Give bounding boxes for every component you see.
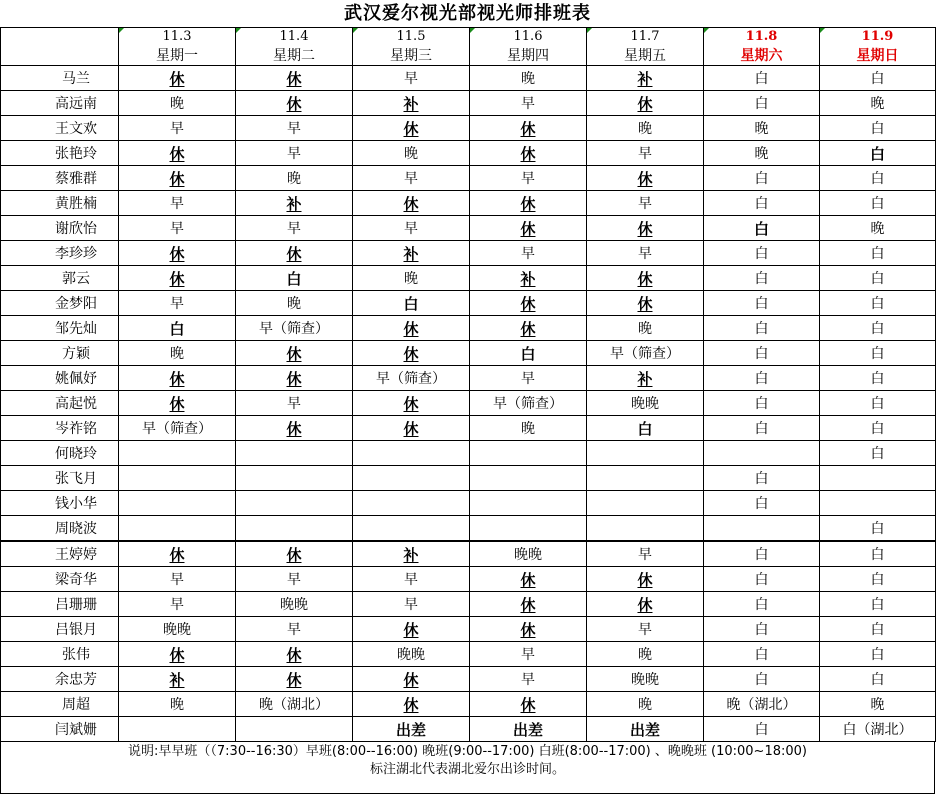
legend-line-1: 说明:早早班（（7:30--16:30）早班(8:00--16:00) 晚班(9:00--17:00) 白班(8:00--17:00) 、晚晚班 (10:00~18:00) <box>128 744 807 759</box>
shift-cell: 早 <box>353 567 470 592</box>
staff-name: 梁奇华 <box>1 567 119 592</box>
date-header: 11.9 <box>820 28 936 46</box>
shift-cell <box>236 491 353 516</box>
shift-cell: 补 <box>470 266 587 291</box>
shift-cell: 早 <box>470 241 587 266</box>
shift-cell: 白（湖北） <box>820 717 936 742</box>
shift-cell: 晚晚 <box>353 642 470 667</box>
shift-cell: 白 <box>704 416 820 441</box>
weekday-header: 星期一 <box>119 45 236 66</box>
shift-cell: 早 <box>119 592 236 617</box>
corner-cell-lower <box>1 45 119 66</box>
shift-cell: 休 <box>236 91 353 116</box>
shift-cell: 早 <box>353 66 470 91</box>
shift-cell: 休 <box>353 391 470 416</box>
shift-cell: 休 <box>236 667 353 692</box>
date-header: 11.5 <box>353 28 470 46</box>
shift-cell <box>470 441 587 466</box>
shift-cell: 白 <box>704 541 820 567</box>
staff-name: 姚佩妤 <box>1 366 119 391</box>
shift-cell: 白 <box>704 216 820 241</box>
staff-row <box>1 617 936 642</box>
shift-cell: 晚 <box>704 141 820 166</box>
shift-cell: 休 <box>119 266 236 291</box>
shift-cell: 晚 <box>470 416 587 441</box>
staff-name: 马兰 <box>1 66 119 91</box>
shift-cell: 白 <box>704 466 820 491</box>
shift-cell: 休 <box>353 341 470 366</box>
staff-name: 谢欣怡 <box>1 216 119 241</box>
shift-cell: 出差 <box>587 717 704 742</box>
shift-cell <box>587 516 704 542</box>
shift-cell: 出差 <box>353 717 470 742</box>
staff-name: 高起悦 <box>1 391 119 416</box>
shift-cell: 白 <box>704 366 820 391</box>
shift-cell: 白 <box>820 291 936 316</box>
shift-cell <box>704 516 820 542</box>
corner-cell <box>1 28 119 46</box>
shift-cell <box>353 491 470 516</box>
shift-cell: 早 <box>119 567 236 592</box>
schedule-title: 武汉爱尔视光部视光师排班表 <box>344 3 591 24</box>
shift-cell: 休 <box>353 692 470 717</box>
shift-cell: 休 <box>236 642 353 667</box>
shift-cell: 早 <box>587 241 704 266</box>
shift-cell: 休 <box>119 166 236 191</box>
staff-row <box>1 241 936 266</box>
staff-row <box>1 667 936 692</box>
shift-cell: 早（筛查） <box>236 316 353 341</box>
staff-row <box>1 91 936 116</box>
shift-cell: 白 <box>820 667 936 692</box>
shift-cell: 早 <box>236 141 353 166</box>
staff-name: 周超 <box>1 692 119 717</box>
staff-name: 黄胜楠 <box>1 191 119 216</box>
shift-cell: 白 <box>820 642 936 667</box>
staff-row <box>1 567 936 592</box>
shift-cell: 白 <box>704 91 820 116</box>
shift-cell: 休 <box>236 366 353 391</box>
shift-cell: 早 <box>587 141 704 166</box>
weekday-header: 星期五 <box>587 45 704 66</box>
shift-cell: 休 <box>353 667 470 692</box>
shift-cell: 早 <box>119 191 236 216</box>
staff-name: 高远南 <box>1 91 119 116</box>
shift-cell <box>704 441 820 466</box>
date-header-row <box>1 28 936 46</box>
shift-cell: 白 <box>820 66 936 91</box>
staff-row <box>1 116 936 141</box>
staff-row <box>1 642 936 667</box>
shift-cell <box>236 516 353 542</box>
shift-cell: 早 <box>236 391 353 416</box>
shift-cell: 休 <box>119 141 236 166</box>
shift-cell: 早 <box>119 291 236 316</box>
shift-cell: 休 <box>353 116 470 141</box>
staff-name: 王婷婷 <box>1 541 119 567</box>
shift-cell: 白 <box>704 667 820 692</box>
staff-name: 邹先灿 <box>1 316 119 341</box>
staff-name: 岑祚铭 <box>1 416 119 441</box>
shift-cell: 补 <box>236 191 353 216</box>
staff-row <box>1 692 936 717</box>
shift-cell: 晚 <box>587 116 704 141</box>
shift-cell: 休 <box>587 291 704 316</box>
shift-cell: 补 <box>587 366 704 391</box>
shift-cell: 早 <box>587 191 704 216</box>
shift-cell: 晚 <box>587 642 704 667</box>
shift-cell: 早（筛查） <box>587 341 704 366</box>
shift-cell <box>119 491 236 516</box>
staff-name: 郭云 <box>1 266 119 291</box>
shift-cell: 晚 <box>820 692 936 717</box>
shift-cell: 补 <box>587 66 704 91</box>
schedule-table <box>0 27 936 742</box>
shift-cell: 白 <box>704 266 820 291</box>
shift-cell: 白 <box>704 291 820 316</box>
shift-cell: 晚晚 <box>587 667 704 692</box>
staff-row <box>1 291 936 316</box>
shift-cell: 休 <box>587 91 704 116</box>
shift-cell: 白 <box>820 241 936 266</box>
shift-cell: 早 <box>587 617 704 642</box>
shift-cell <box>119 441 236 466</box>
staff-name: 张伟 <box>1 642 119 667</box>
shift-cell: 休 <box>587 216 704 241</box>
shift-cell: 白 <box>820 541 936 567</box>
shift-cell: 休 <box>236 66 353 91</box>
shift-cell: 晚（湖北） <box>236 692 353 717</box>
shift-cell: 白 <box>820 116 936 141</box>
shift-cell: 晚 <box>820 91 936 116</box>
staff-row <box>1 441 936 466</box>
shift-cell <box>353 441 470 466</box>
shift-cell: 休 <box>353 416 470 441</box>
shift-cell: 早 <box>236 116 353 141</box>
shift-cell: 白 <box>820 266 936 291</box>
shift-cell: 休 <box>119 642 236 667</box>
staff-name: 方颖 <box>1 341 119 366</box>
legend-note <box>0 741 935 794</box>
shift-cell: 白 <box>236 266 353 291</box>
shift-cell: 晚晚 <box>587 391 704 416</box>
staff-name: 余忠芳 <box>1 667 119 692</box>
shift-cell: 休 <box>470 316 587 341</box>
shift-cell: 休 <box>236 341 353 366</box>
shift-cell <box>587 466 704 491</box>
shift-cell: 晚 <box>353 266 470 291</box>
shift-cell: 白 <box>704 166 820 191</box>
shift-cell: 晚 <box>236 291 353 316</box>
shift-cell: 休 <box>353 191 470 216</box>
shift-cell: 白 <box>704 491 820 516</box>
weekday-header: 星期四 <box>470 45 587 66</box>
weekday-header: 星期二 <box>236 45 353 66</box>
staff-row <box>1 66 936 91</box>
shift-cell: 白 <box>820 316 936 341</box>
shift-cell: 晚 <box>470 66 587 91</box>
staff-name: 张飞月 <box>1 466 119 491</box>
staff-row <box>1 717 936 742</box>
staff-name: 何晓玲 <box>1 441 119 466</box>
shift-cell: 早 <box>470 642 587 667</box>
shift-cell: 早（筛查） <box>353 366 470 391</box>
shift-cell: 休 <box>470 191 587 216</box>
shift-cell: 白 <box>704 642 820 667</box>
staff-row <box>1 516 936 542</box>
shift-cell: 休 <box>236 541 353 567</box>
shift-cell <box>119 466 236 491</box>
shift-cell: 晚（湖北） <box>704 692 820 717</box>
weekday-header: 星期三 <box>353 45 470 66</box>
weekday-header: 星期日 <box>820 45 936 66</box>
staff-name: 李珍珍 <box>1 241 119 266</box>
staff-name: 钱小华 <box>1 491 119 516</box>
shift-cell: 补 <box>353 91 470 116</box>
staff-row <box>1 266 936 291</box>
shift-cell: 白 <box>820 567 936 592</box>
shift-cell: 休 <box>587 592 704 617</box>
shift-cell: 白 <box>704 66 820 91</box>
staff-row <box>1 466 936 491</box>
shift-cell: 白 <box>470 341 587 366</box>
shift-cell: 早 <box>119 116 236 141</box>
shift-cell: 休 <box>470 567 587 592</box>
shift-cell: 出差 <box>470 717 587 742</box>
shift-cell <box>119 717 236 742</box>
date-header: 11.3 <box>119 28 236 46</box>
shift-cell: 早 <box>119 216 236 241</box>
shift-cell: 晚 <box>704 116 820 141</box>
shift-cell: 早 <box>353 166 470 191</box>
shift-cell: 白 <box>353 291 470 316</box>
staff-row <box>1 216 936 241</box>
shift-cell: 休 <box>470 291 587 316</box>
shift-cell: 晚 <box>353 141 470 166</box>
shift-cell: 休 <box>587 567 704 592</box>
shift-cell: 休 <box>353 617 470 642</box>
shift-cell: 休 <box>119 66 236 91</box>
shift-cell: 休 <box>353 316 470 341</box>
shift-cell: 休 <box>470 592 587 617</box>
weekday-header: 星期六 <box>704 45 820 66</box>
shift-cell: 晚 <box>236 166 353 191</box>
shift-cell: 早 <box>587 541 704 567</box>
shift-cell <box>236 717 353 742</box>
staff-name: 金梦阳 <box>1 291 119 316</box>
staff-row <box>1 391 936 416</box>
shift-cell: 白 <box>820 141 936 166</box>
shift-cell: 休 <box>119 366 236 391</box>
shift-cell: 白 <box>820 617 936 642</box>
staff-name: 吕银月 <box>1 617 119 642</box>
staff-name: 蔡雅群 <box>1 166 119 191</box>
shift-cell: 白 <box>704 341 820 366</box>
staff-name: 张艳玲 <box>1 141 119 166</box>
shift-cell: 休 <box>470 692 587 717</box>
shift-cell: 早 <box>353 592 470 617</box>
shift-cell: 白 <box>587 416 704 441</box>
staff-row <box>1 541 936 567</box>
staff-name: 周晓波 <box>1 516 119 542</box>
shift-cell <box>820 491 936 516</box>
staff-row <box>1 191 936 216</box>
shift-cell: 补 <box>119 667 236 692</box>
shift-cell: 晚 <box>587 692 704 717</box>
shift-cell: 早 <box>353 216 470 241</box>
shift-cell: 早 <box>236 216 353 241</box>
shift-cell <box>587 491 704 516</box>
date-header: 11.8 <box>704 28 820 46</box>
shift-cell: 晚晚 <box>119 617 236 642</box>
shift-cell: 休 <box>587 166 704 191</box>
staff-row <box>1 366 936 391</box>
shift-cell <box>353 516 470 542</box>
shift-cell: 早 <box>470 366 587 391</box>
shift-cell: 白 <box>820 191 936 216</box>
shift-cell: 白 <box>704 717 820 742</box>
staff-name: 王文欢 <box>1 116 119 141</box>
shift-cell <box>236 441 353 466</box>
staff-name: 闫斌姗 <box>1 717 119 742</box>
shift-cell: 白 <box>119 316 236 341</box>
shift-cell: 休 <box>470 216 587 241</box>
shift-cell: 晚 <box>119 91 236 116</box>
shift-cell: 晚晚 <box>470 541 587 567</box>
shift-cell <box>470 491 587 516</box>
shift-cell: 休 <box>236 241 353 266</box>
schedule-body <box>1 28 936 742</box>
shift-cell: 白 <box>820 391 936 416</box>
shift-cell: 早 <box>470 91 587 116</box>
shift-cell <box>820 466 936 491</box>
shift-cell: 白 <box>704 241 820 266</box>
shift-cell: 晚 <box>119 692 236 717</box>
shift-cell <box>119 516 236 542</box>
staff-row <box>1 316 936 341</box>
shift-cell: 晚 <box>119 341 236 366</box>
shift-cell: 白 <box>820 166 936 191</box>
shift-cell <box>353 466 470 491</box>
shift-cell: 白 <box>820 516 936 542</box>
shift-cell: 晚 <box>587 316 704 341</box>
shift-cell: 休 <box>119 391 236 416</box>
shift-cell: 休 <box>587 266 704 291</box>
staff-name: 吕珊珊 <box>1 592 119 617</box>
shift-cell: 休 <box>119 541 236 567</box>
shift-cell: 白 <box>704 617 820 642</box>
shift-cell <box>236 466 353 491</box>
shift-cell: 休 <box>236 416 353 441</box>
shift-cell: 白 <box>820 441 936 466</box>
shift-cell <box>470 466 587 491</box>
staff-row <box>1 141 936 166</box>
shift-cell: 白 <box>820 341 936 366</box>
shift-cell: 白 <box>704 191 820 216</box>
shift-cell: 白 <box>704 316 820 341</box>
shift-cell <box>470 516 587 542</box>
shift-cell: 白 <box>704 592 820 617</box>
shift-cell: 补 <box>353 541 470 567</box>
shift-cell: 晚 <box>820 216 936 241</box>
legend-line-2: 标注湖北代表湖北爱尔出诊时间。 <box>369 762 565 777</box>
staff-row <box>1 491 936 516</box>
shift-cell: 早 <box>470 667 587 692</box>
shift-cell: 早 <box>236 567 353 592</box>
shift-cell: 白 <box>704 567 820 592</box>
staff-row <box>1 416 936 441</box>
shift-cell: 白 <box>820 366 936 391</box>
staff-row <box>1 592 936 617</box>
date-header: 11.7 <box>587 28 704 46</box>
weekday-header-row <box>1 45 936 66</box>
date-header: 11.4 <box>236 28 353 46</box>
staff-row <box>1 166 936 191</box>
shift-cell: 白 <box>820 416 936 441</box>
shift-cell: 休 <box>119 241 236 266</box>
shift-cell: 补 <box>353 241 470 266</box>
shift-cell: 早（筛查） <box>470 391 587 416</box>
shift-cell: 休 <box>470 116 587 141</box>
shift-cell: 白 <box>704 391 820 416</box>
shift-cell: 白 <box>820 592 936 617</box>
shift-cell: 早（筛查） <box>119 416 236 441</box>
shift-cell: 休 <box>470 141 587 166</box>
staff-row <box>1 341 936 366</box>
shift-cell: 休 <box>470 617 587 642</box>
shift-cell: 早 <box>470 166 587 191</box>
shift-cell: 早 <box>236 617 353 642</box>
date-header: 11.6 <box>470 28 587 46</box>
shift-cell: 晚晚 <box>236 592 353 617</box>
shift-cell <box>587 441 704 466</box>
